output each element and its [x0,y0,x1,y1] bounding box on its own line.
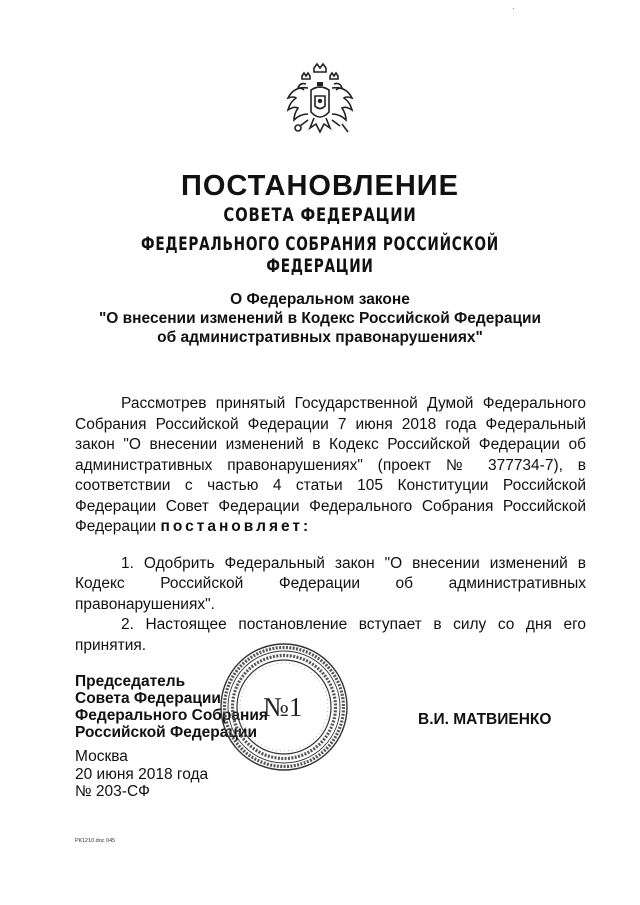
signatory-role-line-4: Российской Федерации [75,724,257,741]
subject-line-2: "О внесении изменений в Кодекс Российской Федерации [98,310,542,327]
issuer-line-1: СОВЕТА ФЕДЕРАЦИИ [223,204,417,226]
signatory-role-line-2: Совета Федерации [75,690,221,707]
resolution-item-1: 1. Одобрить Федеральный закон "О внесении изменений в Кодекс Российской Федерации об административных правонарушениях". [75,554,586,613]
scan-mark: · [512,4,515,13]
resolution-keyword: постановляет: [160,518,312,535]
coat-of-arms-icon [284,62,356,142]
preamble-text: Рассмотрев принятый Государственной Думой Федерального Собрания Российской Федерации 7 июня 2018 года Федеральный закон "О внесении изменений в Кодекс Российской Федерации об административных правонарушениях" (проект № 377734-7), в соответствии с частью 4 статьи 105 Конституции Российской Федерации Совет Федерации Федерального Собрания Российской Федерации [75,395,586,535]
resolution-item-2: 2. Настоящее постановление вступает в силу со дня его принятия. [75,616,586,654]
resolution-number: № 203-СФ [75,783,150,800]
signatory-name: В.И. МАТВИЕНКО [418,711,552,728]
signatory-role-line-1: Председатель [75,673,186,690]
subject-line-1: О Федеральном законе [230,291,410,308]
city: Москва [75,748,128,765]
file-reference: РК1210.doc 045 [75,838,116,844]
preamble-paragraph [75,394,586,538]
adoption-date: 20 июня 2018 года [75,765,209,783]
place-and-date [75,748,208,801]
document-body [75,394,586,656]
document-subject [60,290,580,347]
document-title: ПОСТАНОВЛЕНИЕ [181,170,459,202]
seal-number: №1 [263,692,303,722]
issuer-line-2: ФЕДЕРАЛЬНОГО СОБРАНИЯ РОССИЙСКОЙ ФЕДЕРАЦИИ [141,233,499,277]
subject-line-3: об административных правонарушениях" [157,329,483,346]
signatory-role-line-3: Федерального Собрания [75,707,268,724]
